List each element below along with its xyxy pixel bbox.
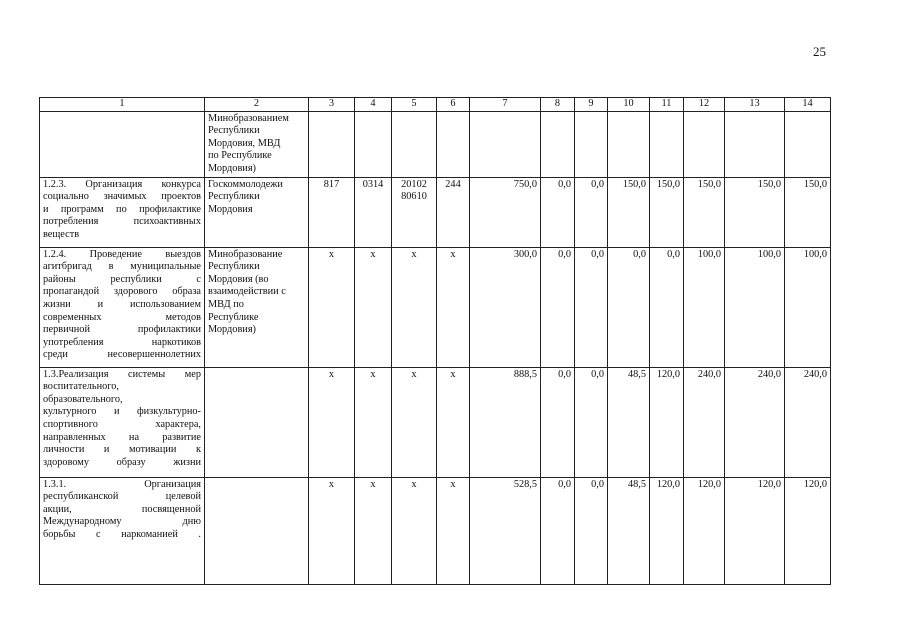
executor-line: Мордовия)	[208, 324, 256, 336]
budget-code-cell	[309, 111, 355, 177]
activity-description-line: веществ	[43, 228, 80, 240]
funding-value-cell: 150,0	[650, 177, 684, 247]
funding-value-cell: 0,0	[650, 247, 684, 367]
column-header: 10	[608, 98, 650, 112]
activity-description-line: 1.3.Реализация системы мер	[43, 368, 201, 380]
activity-description-line: Международному дню	[43, 516, 201, 528]
funding-value-cell: 888,5	[470, 367, 541, 477]
budget-code-cell: x	[355, 367, 392, 477]
activity-description-line: среди несовершеннолетних	[43, 349, 201, 361]
funding-value-cell: 0,0	[608, 247, 650, 367]
funding-value-cell: 0,0	[575, 367, 608, 477]
budget-code-cell: x	[309, 477, 355, 584]
activity-description-line: личности и мотивации к	[43, 444, 201, 456]
activity-description-line: воспитательного,	[43, 381, 119, 393]
budget-code-cell: x	[355, 477, 392, 584]
executor-line: взаимодействии с	[208, 286, 286, 298]
executor-line: Госкоммолодежи	[208, 178, 283, 190]
activity-description-line: направленных на развитие	[43, 431, 201, 443]
table-row	[40, 477, 831, 584]
funding-value-cell	[650, 111, 684, 177]
executor-line: Минобразованием	[208, 112, 289, 124]
activity-description-cell	[40, 477, 205, 584]
activity-description-line: социально значимых проектов	[43, 191, 201, 203]
activity-description-line: пропагандой здорового образа	[43, 286, 201, 298]
column-header: 8	[541, 98, 575, 112]
column-header: 5	[392, 98, 437, 112]
activity-description-line: образовательного,	[43, 393, 123, 405]
budget-code-cell: x	[309, 247, 355, 367]
budget-code-cell: 244	[437, 177, 470, 247]
funding-value-cell: 0,0	[575, 247, 608, 367]
executor-line: МВД по	[208, 298, 244, 310]
funding-value-cell	[470, 111, 541, 177]
budget-code-cell: x	[392, 367, 437, 477]
table-row	[40, 177, 831, 247]
executor-cell	[205, 247, 309, 367]
executor-cell	[205, 177, 309, 247]
header-row	[40, 98, 831, 112]
budget-code-cell: x	[309, 367, 355, 477]
activity-description-line: употребления наркотиков	[43, 336, 201, 348]
column-header: 9	[575, 98, 608, 112]
budget-code-cell: 20102 80610	[392, 177, 437, 247]
executor-line: Мордовия, МВД	[208, 137, 281, 149]
activity-description-line: потребления психоактивных	[43, 216, 201, 228]
executor-line: по Республике	[208, 150, 272, 162]
funding-value-cell	[725, 111, 785, 177]
activity-description-line: 1.2.4. Проведение выездов	[43, 248, 201, 260]
budget-code-cell: 817	[309, 177, 355, 247]
table-row	[40, 367, 831, 477]
budget-code-cell: x	[355, 247, 392, 367]
funding-value-cell: 528,5	[470, 477, 541, 584]
funding-value-cell: 0,0	[541, 367, 575, 477]
budget-code-cell: x	[392, 477, 437, 584]
budget-code-cell	[392, 111, 437, 177]
column-header: 13	[725, 98, 785, 112]
activity-description-line: районы республики с	[43, 273, 201, 285]
funding-value-cell: 100,0	[785, 247, 831, 367]
funding-value-cell	[541, 111, 575, 177]
budget-code-cell: x	[437, 367, 470, 477]
activity-description-cell	[40, 111, 205, 177]
activity-description-cell	[40, 247, 205, 367]
budget-code-cell	[437, 111, 470, 177]
executor-line: Мордовия)	[208, 162, 256, 174]
table-row	[40, 111, 831, 177]
activity-description-line: и программ по профилактике	[43, 203, 201, 215]
activity-description-line: агитбригад в муниципальные	[43, 261, 201, 273]
activity-description-line: 1.3.1. Организация	[43, 478, 201, 490]
executor-cell	[205, 111, 309, 177]
funding-value-cell	[575, 111, 608, 177]
funding-value-cell: 300,0	[470, 247, 541, 367]
executor-line: Республики	[208, 125, 260, 137]
funding-value-cell: 0,0	[575, 177, 608, 247]
funding-value-cell: 240,0	[684, 367, 725, 477]
executor-line: Республике	[208, 311, 259, 323]
executor-cell	[205, 477, 309, 584]
activity-description-line: современных методов	[43, 311, 201, 323]
activity-description-line: здоровому образу жизни	[43, 456, 201, 468]
funding-value-cell: 750,0	[470, 177, 541, 247]
executor-cell	[205, 367, 309, 477]
executor-line: Мордовия	[208, 203, 253, 215]
funding-value-cell: 100,0	[725, 247, 785, 367]
funding-value-cell: 120,0	[650, 367, 684, 477]
column-header: 11	[650, 98, 684, 112]
funding-value-cell: 48,5	[608, 477, 650, 584]
funding-value-cell: 0,0	[541, 247, 575, 367]
funding-value-cell: 0,0	[575, 477, 608, 584]
budget-code-cell	[355, 111, 392, 177]
activity-description-line: республиканской целевой	[43, 491, 201, 503]
funding-value-cell: 240,0	[725, 367, 785, 477]
funding-value-cell: 240,0	[785, 367, 831, 477]
activity-description-line: спортивного характера,	[43, 418, 201, 430]
funding-value-cell: 120,0	[684, 477, 725, 584]
funding-value-cell: 150,0	[785, 177, 831, 247]
funding-value-cell: 48,5	[608, 367, 650, 477]
page-number: 25	[813, 44, 826, 59]
funding-value-cell: 120,0	[785, 477, 831, 584]
funding-value-cell: 0,0	[541, 177, 575, 247]
budget-code-cell: x	[437, 247, 470, 367]
funding-value-cell: 100,0	[684, 247, 725, 367]
budget-code-cell: 0314	[355, 177, 392, 247]
column-header: 3	[309, 98, 355, 112]
funding-value-cell: 120,0	[725, 477, 785, 584]
funding-value-cell: 150,0	[684, 177, 725, 247]
activity-description-line: акции, посвященной	[43, 503, 201, 515]
budget-table	[39, 97, 831, 585]
executor-line: Республики	[208, 191, 260, 203]
activity-description-line: культурного и физкультурно-	[43, 406, 201, 418]
table-row	[40, 247, 831, 367]
executor-line: Минобразование	[208, 248, 283, 260]
funding-value-cell: 150,0	[608, 177, 650, 247]
activity-description-cell	[40, 367, 205, 477]
funding-value-cell	[608, 111, 650, 177]
activity-description-line: жизни и использованием	[43, 298, 201, 310]
column-header: 12	[684, 98, 725, 112]
column-header: 4	[355, 98, 392, 112]
budget-code-cell: x	[437, 477, 470, 584]
activity-description-line: 1.2.3. Организация конкурса	[43, 178, 201, 190]
funding-value-cell	[785, 111, 831, 177]
column-header: 1	[40, 98, 205, 112]
column-header: 6	[437, 98, 470, 112]
column-header: 2	[205, 98, 309, 112]
executor-line: Республики	[208, 261, 260, 273]
executor-line: Мордовия (во	[208, 273, 269, 285]
funding-value-cell	[684, 111, 725, 177]
activity-description-line: первичной профилактики	[43, 324, 201, 336]
column-header: 14	[785, 98, 831, 112]
funding-value-cell: 120,0	[650, 477, 684, 584]
funding-value-cell: 150,0	[725, 177, 785, 247]
activity-description-cell	[40, 177, 205, 247]
budget-code-cell: x	[392, 247, 437, 367]
funding-value-cell: 0,0	[541, 477, 575, 584]
activity-description-line: борьбы с наркоманией .	[43, 528, 201, 540]
column-header: 7	[470, 98, 541, 112]
